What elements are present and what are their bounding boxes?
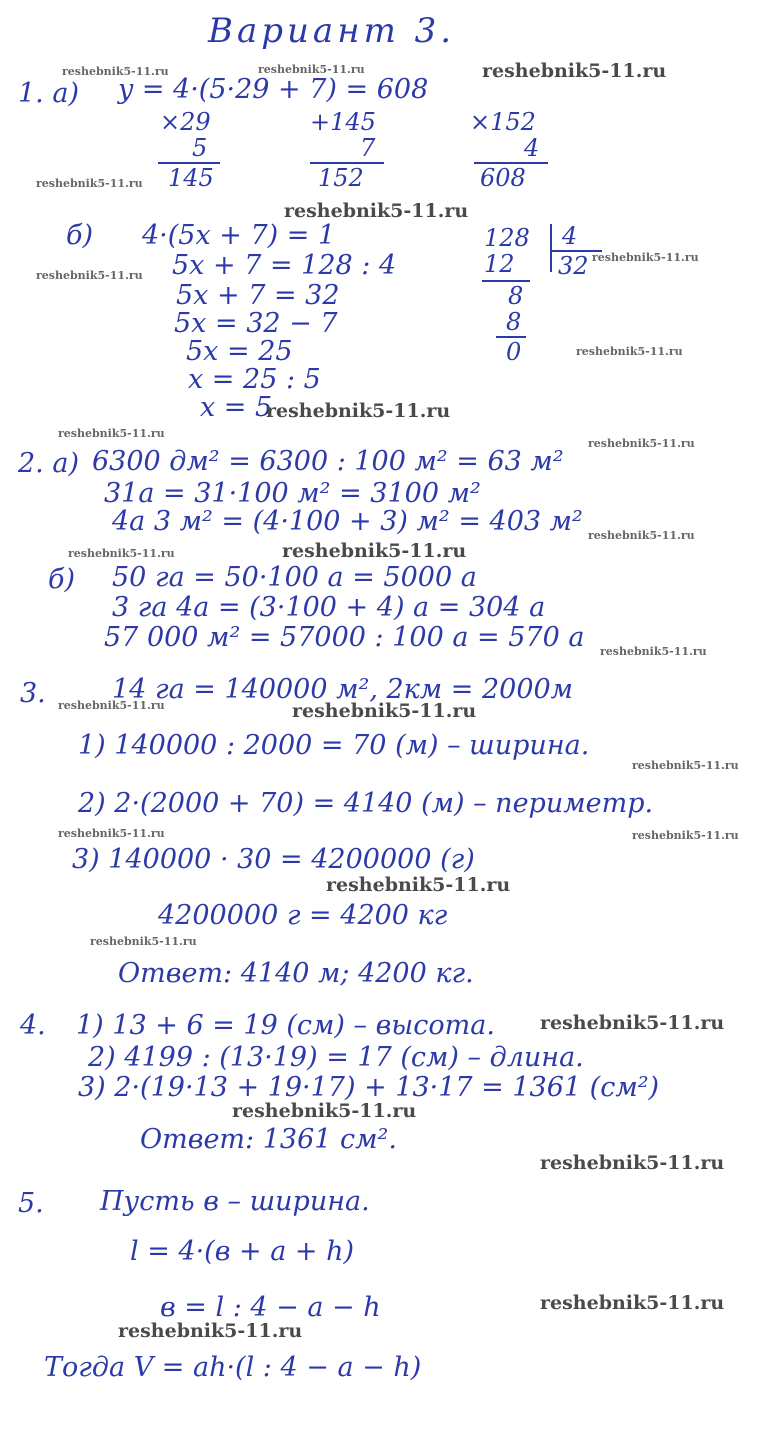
watermark: reshebnik5-11.ru	[632, 759, 739, 772]
division-quotient: 32	[558, 252, 589, 280]
task1-b-line: 4·(5x + 7) = 1	[142, 220, 336, 251]
division-divisor: 4	[562, 222, 578, 250]
watermark: reshebnik5-11.ru	[68, 547, 175, 560]
watermark: reshebnik5-11.ru	[292, 700, 477, 722]
watermark: reshebnik5-11.ru	[118, 1320, 303, 1342]
task3-answer: Ответ: 4140 м; 4200 кг.	[118, 958, 474, 989]
task4-step: 2) 4199 : (13·19) = 17 (см) – длина.	[88, 1042, 584, 1073]
task1-b-line: x = 25 : 5	[188, 364, 321, 395]
task3-step: 2) 2·(2000 + 70) = 4140 (м) – периметр.	[78, 788, 654, 819]
watermark: reshebnik5-11.ru	[36, 269, 143, 282]
task3-given: 14 га = 140000 м², 2км = 2000м	[112, 674, 574, 705]
task2-a-label: 2. а)	[18, 448, 79, 479]
watermark: reshebnik5-11.ru	[36, 177, 143, 190]
task1-b-line: 5x = 32 − 7	[174, 308, 338, 339]
task5-line: l = 4·(в + a + h)	[130, 1236, 355, 1267]
task4-label: 4.	[20, 1010, 46, 1041]
task1-b-line: 5x = 25	[186, 336, 293, 367]
task2-b-label: б)	[48, 564, 76, 595]
task3-label: 3.	[20, 678, 46, 709]
task5-label: 5.	[18, 1188, 44, 1219]
watermark: reshebnik5-11.ru	[576, 345, 683, 358]
task2-b-line: 3 га 4а = (3·100 + 4) а = 304 а	[112, 592, 546, 623]
add1-top: +145	[310, 108, 376, 136]
add1-result: 152	[318, 164, 364, 192]
watermark: reshebnik5-11.ru	[282, 540, 467, 562]
task1-a-label: 1. а)	[18, 78, 79, 109]
watermark: reshebnik5-11.ru	[588, 529, 695, 542]
division-dividend: 128	[484, 224, 530, 252]
task4-step: 1) 13 + 6 = 19 (см) – высота.	[76, 1010, 495, 1041]
task3-conversion: 4200000 г = 4200 кг	[158, 900, 448, 931]
mult2-result: 608	[480, 164, 526, 192]
watermark: reshebnik5-11.ru	[482, 60, 667, 82]
page-title: Вариант 3.	[208, 11, 456, 51]
watermark: reshebnik5-11.ru	[58, 699, 165, 712]
division-vertical-bar	[550, 224, 552, 272]
watermark: reshebnik5-11.ru	[266, 400, 451, 422]
watermark: reshebnik5-11.ru	[540, 1292, 725, 1314]
watermark: reshebnik5-11.ru	[588, 437, 695, 450]
task5-line: Тогда V = ah·(l : 4 − a − h)	[44, 1352, 422, 1383]
mult1-top: ×29	[160, 108, 211, 136]
watermark: reshebnik5-11.ru	[284, 200, 469, 222]
watermark: reshebnik5-11.ru	[600, 645, 707, 658]
watermark: reshebnik5-11.ru	[90, 935, 197, 948]
task2-a-line: 6300 дм² = 6300 : 100 м² = 63 м²	[92, 446, 564, 477]
watermark: reshebnik5-11.ru	[232, 1100, 417, 1122]
task2-a-line: 31а = 31·100 м² = 3100 м²	[104, 478, 481, 509]
division-remainder-2: 0	[506, 338, 522, 366]
task2-b-line: 57 000 м² = 57000 : 100 а = 570 а	[104, 622, 585, 653]
task1-b-line: 5x + 7 = 32	[176, 280, 340, 311]
mult1-result: 145	[168, 164, 214, 192]
watermark: reshebnik5-11.ru	[58, 427, 165, 440]
task3-step: 1) 140000 : 2000 = 70 (м) – ширина.	[78, 730, 590, 761]
task1-b-line: x = 5	[200, 392, 273, 423]
watermark: reshebnik5-11.ru	[632, 829, 739, 842]
task3-step: 3) 140000 · 30 = 4200000 (г)	[72, 844, 475, 875]
task1-b-label: б)	[66, 220, 94, 251]
watermark: reshebnik5-11.ru	[540, 1152, 725, 1174]
task4-answer: Ответ: 1361 см².	[140, 1124, 397, 1155]
task2-a-line: 4а 3 м² = (4·100 + 3) м² = 403 м²	[112, 506, 583, 537]
division-subtrahend-1: 12	[484, 250, 515, 278]
division-remainder-1: 8	[508, 282, 524, 310]
task1-a-expression: y = 4·(5·29 + 7) = 608	[118, 74, 429, 105]
watermark: reshebnik5-11.ru	[58, 827, 165, 840]
task5-intro: Пусть в – ширина.	[100, 1186, 370, 1217]
mult2-multiplier: 4	[524, 134, 540, 162]
task1-b-line: 5x + 7 = 128 : 4	[172, 250, 397, 281]
watermark: reshebnik5-11.ru	[326, 874, 511, 896]
mult1-multiplier: 5	[192, 134, 208, 162]
division-subtrahend-2: 8	[506, 308, 522, 336]
watermark: reshebnik5-11.ru	[592, 251, 699, 264]
task2-b-line: 50 га = 50·100 а = 5000 а	[112, 562, 477, 593]
add1-addend: 7	[360, 134, 376, 162]
watermark: reshebnik5-11.ru	[540, 1012, 725, 1034]
watermark: reshebnik5-11.ru	[62, 65, 169, 78]
watermark: reshebnik5-11.ru	[258, 63, 365, 76]
task4-step: 3) 2·(19·13 + 19·17) + 13·17 = 1361 (см²)	[78, 1072, 660, 1103]
task5-line: в = l : 4 − a − h	[160, 1292, 381, 1323]
mult2-top: ×152	[470, 108, 536, 136]
